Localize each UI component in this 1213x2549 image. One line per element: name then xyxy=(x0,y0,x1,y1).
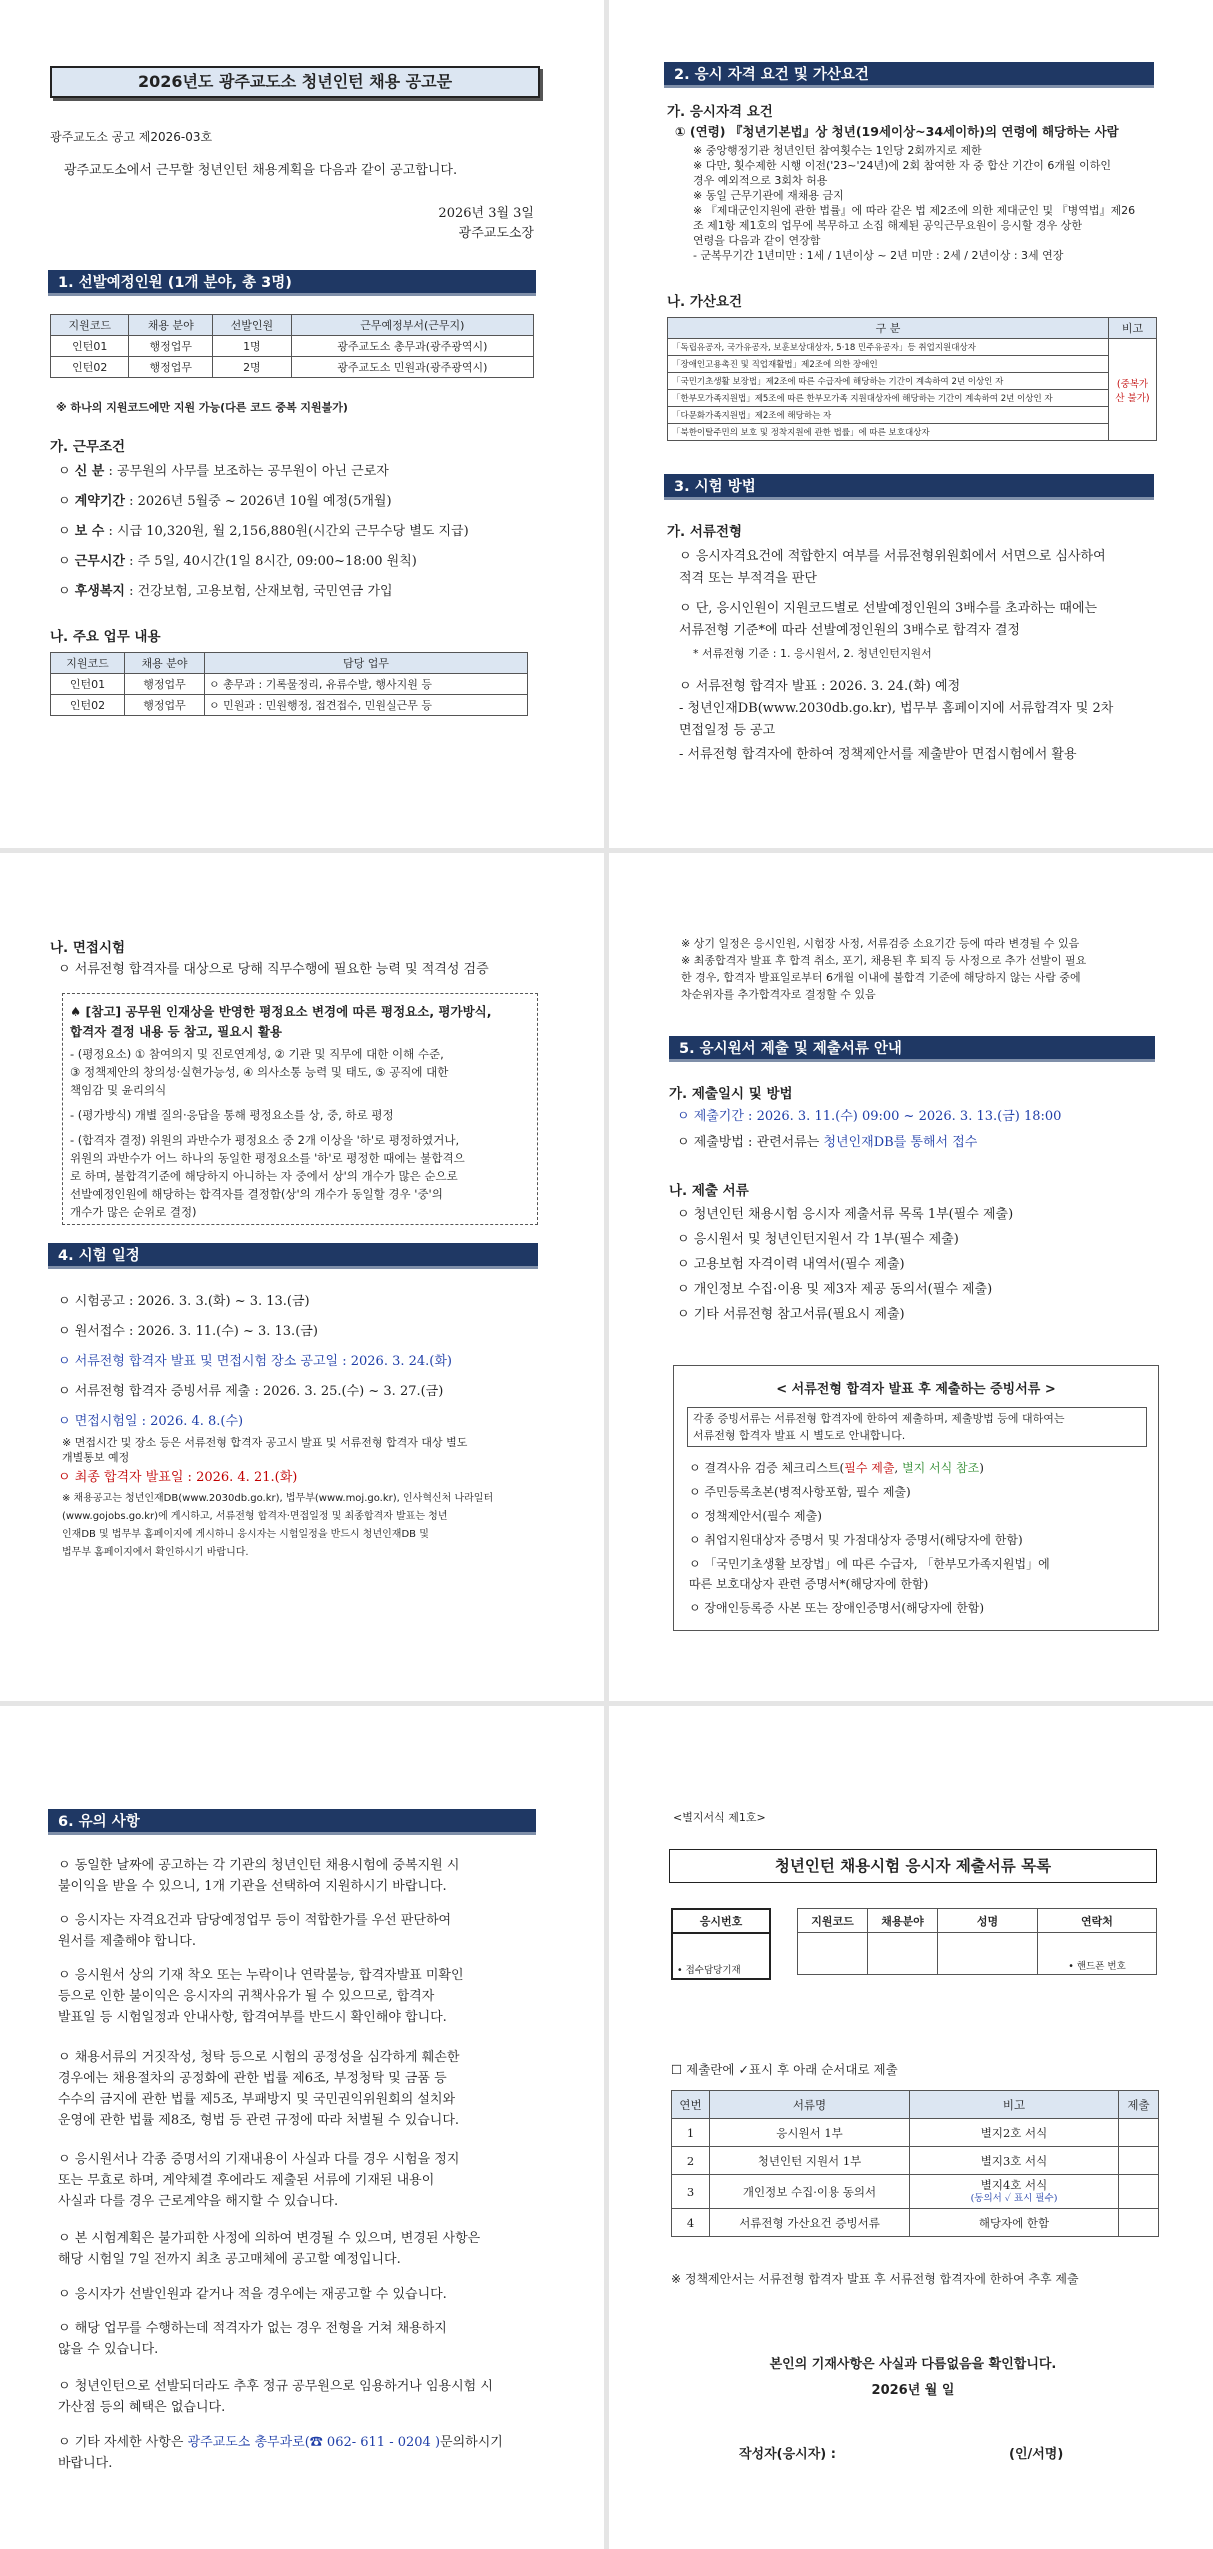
reference-text: 개수가 많은 순위로 결정) xyxy=(70,1205,197,1219)
evidence-item: ㅇ 취업지원대상자 증명서 및 가점대상자 증명서(해당자에 한함) xyxy=(689,1533,1023,1547)
bonus-table xyxy=(667,317,1157,441)
table-cell: 3 xyxy=(672,2175,710,2209)
notice-signer: 광주교도소장 xyxy=(458,226,534,241)
schedule-item: ㅇ 서류전형 합격자 증빙서류 제출 : 2026. 3. 25.(수) ~ 3. 27.(금) xyxy=(58,1384,444,1399)
subheading-duties: 나. 주요 업무 내용 xyxy=(50,629,161,645)
evidence-item: ㅇ 장애인등록증 사본 또는 장애인증명서(해당자에 한함) xyxy=(689,1601,985,1615)
requirement-note: 조 제1항 제1호의 업무에 복무하고 소집 해제된 공익근무요원이 응시할 경우 상한 xyxy=(693,219,1082,232)
applicant-number-note: • 접수담당기재 xyxy=(672,1933,770,1979)
contact-item: ㅇ 기타 자세한 사항은 광주교도소 총무과로(☎ 062- 611 - 0204 )문의하시기 바랍니다. xyxy=(58,2435,503,2471)
screening-text: - 서류전형 합격자에 한하여 정책제안서를 제출받아 면접시험에서 활용 xyxy=(679,747,1077,762)
table-cell: 2 xyxy=(672,2147,710,2175)
schedule-note: ※ 채용공고는 청년인재DB(www.2030db.go.kr), 법무부(www.moj.go.kr), 인사혁신처 나라일터 xyxy=(62,1493,494,1504)
table-cell: 「독립유공자, 국가유공자, 보훈보상대상자, 5·18 민주유공자」등 취업지원대상자 xyxy=(668,339,1109,356)
reference-text: - (합격자 결정) 위원의 과반수가 평정요소 중 2개 이상을 '하'로 평정하였거나, xyxy=(70,1133,460,1147)
top-note: 한 경우, 합격자 발표일로부터 6개월 이내에 불합격 기준에 해당하지 않는 사람 중에 xyxy=(681,971,1081,984)
evidence-item: ㅇ 정책제안서(필수 제출) xyxy=(689,1509,822,1523)
table-row xyxy=(668,373,1157,390)
table-cell: 광주교도소 민원과(광주광역시) xyxy=(291,357,533,378)
section-2-header: 2. 응시 자격 요건 및 가산요건 xyxy=(664,62,1154,88)
caution-item: ㅇ 응시자는 자격요건과 담당예정업무 등이 적합한가를 우선 판단하여 원서를 제출해야 합니다. xyxy=(58,1913,452,1949)
evidence-item: ㅇ 결격사유 검증 체크리스트(필수 제출, 별지 서식 참조) xyxy=(689,1461,984,1475)
intro-text: 광주교도소에서 근무할 청년인턴 채용계획을 다음과 같이 공고합니다. xyxy=(64,163,458,178)
schedule-item: ㅇ 서류전형 합격자 발표 및 면접시험 장소 공고일 : 2026. 3. 24.(화) xyxy=(58,1354,452,1369)
table-cell: 인턴01 xyxy=(51,674,125,695)
page-5 xyxy=(0,1706,604,2549)
requirement-note: ※ 다만, 횟수제한 시행 이전('23~'24년)에 2회 참여한 자 중 합산 기간이 6개월 이하인 xyxy=(693,159,1112,172)
condition-item: ㅇ 후생복지 : 건강보험, 고용보험, 산재보험, 국민연금 가입 xyxy=(58,584,393,599)
table-cell: 행정업무 xyxy=(125,674,205,695)
submission-method: ㅇ 제출방법 : 관련서류는 청년인재DB를 통해서 접수 xyxy=(677,1135,978,1150)
seal-label: (인/서명) xyxy=(1009,2447,1064,2462)
table-header: 선발인원 xyxy=(213,315,291,336)
table-note: ※ 하나의 지원코드에만 지원 가능(다른 코드 중복 지원불가) xyxy=(56,401,348,414)
evidence-item: 따른 보호대상자 관련 증명서*(해당자에 한함) xyxy=(689,1577,929,1591)
evidence-item: ㅇ 주민등록초본(병적사항포함, 필수 제출) xyxy=(689,1485,911,1499)
table-cell: 별지3호 서식 xyxy=(910,2147,1119,2175)
reference-title: 합격자 결정 내용 등 참고, 필요시 활용 xyxy=(70,1024,282,1039)
schedule-item: ㅇ 원서접수 : 2026. 3. 11.(수) ~ 3. 13.(금) xyxy=(58,1324,318,1339)
table-cell: 별지4호 서식 (동의서 ✓ 표시 필수) xyxy=(910,2175,1119,2209)
top-note: ※ 상기 일정은 응시인원, 시험장 사정, 서류검증 소요기간 등에 따라 변경될 수 있음 xyxy=(681,937,1080,950)
table-row xyxy=(672,2175,1159,2209)
document-item: ㅇ 청년인턴 채용시험 응시자 제출서류 목록 1부(필수 제출) xyxy=(677,1207,1014,1222)
form-number: <별지서식 제1호> xyxy=(673,1811,766,1824)
bonus-note: (중복가산 불가) xyxy=(1109,339,1157,441)
duties-table xyxy=(50,652,528,716)
table-cell: 「한부모가족지원법」제5조에 따른 한부모가족 지원대상자에 해당하는 기간이 계속하여 2년 이상인 자 xyxy=(668,390,1109,407)
table-header: 구 분 xyxy=(668,318,1109,339)
page-3 xyxy=(0,853,604,1701)
submit-check-cell[interactable] xyxy=(1119,2147,1159,2175)
section-4-header: 4. 시험 일정 xyxy=(48,1243,538,1269)
submit-check-cell[interactable] xyxy=(1119,2209,1159,2237)
table-header: 지원코드 xyxy=(798,1909,868,1933)
table-row xyxy=(668,424,1157,441)
schedule-note: 법무부 홈페이지에서 확인하시기 바랍니다. xyxy=(62,1547,249,1558)
table-row xyxy=(668,356,1157,373)
selection-table xyxy=(50,314,534,378)
phone-cell[interactable]: • 핸드폰 번호 xyxy=(1038,1933,1157,1975)
table-row xyxy=(672,2119,1159,2147)
table-header: 서류명 xyxy=(710,2091,910,2119)
table-row xyxy=(668,407,1157,424)
schedule-note: (www.gojobs.go.kr)에 게시하고, 서류전형 합격자·면접일정 및 최종합격자 발표는 청년 xyxy=(62,1511,448,1522)
table-cell: 광주교도소 총무과(광주광역시) xyxy=(291,336,533,357)
table-cell: 2명 xyxy=(213,357,291,378)
document-item: ㅇ 응시원서 및 청년인턴지원서 각 1부(필수 제출) xyxy=(677,1232,959,1247)
table-header: 근무예정부서(근무지) xyxy=(291,315,533,336)
table-row xyxy=(668,339,1157,356)
section-5-header: 5. 응시원서 제출 및 제출서류 안내 xyxy=(669,1036,1155,1062)
requirement-note: 경우 예외적으로 3회차 허용 xyxy=(693,174,828,187)
form-title: 청년인턴 채용시험 응시자 제출서류 목록 xyxy=(669,1849,1157,1883)
schedule-note: ※ 면접시간 및 장소 등은 서류전형 합격자 공고시 발표 및 서류전형 합격자 대상 별도 xyxy=(62,1436,468,1449)
table-cell: 별지2호 서식 xyxy=(910,2119,1119,2147)
reference-title: ♠ [참고] 공무원 인재상을 반영한 평정요소 변경에 따른 평정요소, 평가방식, xyxy=(70,1004,492,1019)
table-cell: 1명 xyxy=(213,336,291,357)
notice-number: 광주교도소 공고 제2026-03호 xyxy=(50,130,213,144)
table-cell: 행정업무 xyxy=(125,695,205,716)
requirement-note: ※ 동일 근무기관에 재채용 금지 xyxy=(693,189,844,202)
page-4 xyxy=(609,853,1213,1701)
evidence-box-note: 각종 증빙서류는 서류전형 합격자에 한하여 제출하며, 제출방법 등에 대하여는 xyxy=(693,1412,1065,1425)
reference-text: ③ 정책제안의 창의성·실현가능성, ④ 의사소통 능력 및 태도, ⑤ 공직에 대한 xyxy=(70,1065,449,1079)
requirement-note: 연령을 다음과 같이 연장함 xyxy=(693,234,821,247)
table-header: 연락처 xyxy=(1038,1909,1157,1933)
subheading-submission: 가. 제출일시 및 방법 xyxy=(669,1086,793,1102)
reference-text: 책임감 및 윤리의식 xyxy=(70,1083,167,1097)
check-instruction: ☐ 제출란에 ✓표시 후 아래 순서대로 제출 xyxy=(671,2062,898,2077)
confirmation-text: 본인의 기재사항은 사실과 다름없음을 확인합니다. xyxy=(769,2357,1057,2372)
section-6-header: 6. 유의 사항 xyxy=(48,1809,536,1835)
condition-item: ㅇ 계약기간 : 2026년 5월중 ~ 2026년 10월 예정(5개월) xyxy=(58,494,392,509)
top-note: ※ 최종합격자 발표 후 합격 취소, 포기, 채용된 후 퇴직 등 사정으로 추가 선발이 필요 xyxy=(681,954,1087,967)
reference-text: - (평정요소) ① 참여의지 및 진로연계성, ② 기관 및 직무에 대한 이해 수준, xyxy=(70,1047,444,1061)
table-cell: 인턴01 xyxy=(51,336,129,357)
notice-date: 2026년 3월 3일 xyxy=(438,206,534,221)
reference-text: 선발예정인원에 해당하는 합격자를 결정함(상'의 개수가 동일할 경우 '중'의 xyxy=(70,1187,443,1201)
table-header-row xyxy=(798,1909,1157,1933)
policy-note: ※ 정책제안서는 서류전형 합격자 발표 후 서류전형 합격자에 한하여 추후 제출 xyxy=(671,2272,1079,2286)
document-item: ㅇ 개인정보 수집·이용 및 제3자 제공 동의서(필수 제출) xyxy=(677,1282,993,1297)
schedule-item: ㅇ 면접시험일 : 2026. 4. 8.(수) xyxy=(58,1414,244,1429)
name-cell[interactable] xyxy=(938,1933,1038,1975)
table-header: 채용 분야 xyxy=(125,653,205,674)
table-header: 채용 분야 xyxy=(129,315,213,336)
submit-check-cell[interactable] xyxy=(1119,2175,1159,2209)
table-cell: 인턴02 xyxy=(51,357,129,378)
table-header: 비고 xyxy=(910,2091,1119,2119)
condition-item: ㅇ 신 분 : 공무원의 사무를 보조하는 공무원이 아닌 근로자 xyxy=(58,464,389,479)
table-header: 제출 xyxy=(1119,2091,1159,2119)
table-row xyxy=(668,390,1157,407)
table-header: 지원코드 xyxy=(51,653,125,674)
requirement-note: ※ 『제대군인지원에 관한 법률』에 따라 같은 법 제2조에 의한 제대군인 및 『병역법』제26 xyxy=(693,204,1136,217)
sign-date: 2026년 월 일 xyxy=(871,2383,955,2398)
author-label: 작성자(응시자) : xyxy=(739,2447,836,2462)
table-header: 담당 업무 xyxy=(205,653,528,674)
page-2 xyxy=(609,0,1213,848)
submission-period: ㅇ 제출기간 : 2026. 3. 11.(수) 09:00 ~ 2026. 3. 13.(금) 18:00 xyxy=(677,1109,1062,1124)
table-row xyxy=(672,2147,1159,2175)
applicant-number-table xyxy=(671,1908,771,1980)
caution-item: ㅇ 응시원서 상의 기재 착오 또는 누락이나 연락불능, 합격자발표 미확인 등으로 인한 불이익은 응시자의 귀책사유가 될 수 있으므로, 합격자 발표일 등 시험일정과 안내사항, 합격여부를 반드시 확인해야 합니다. xyxy=(58,1968,464,2025)
document-item: ㅇ 고용보험 자격이력 내역서(필수 제출) xyxy=(677,1257,905,1272)
screening-text: 서류전형 기준*에 따라 선발예정인원의 3배수로 합격자 결정 xyxy=(679,623,1020,638)
screening-text: ㅇ 단, 응시인원이 지원코드별로 선발예정인원의 3배수를 초과하는 때에는 xyxy=(679,601,1098,616)
schedule-item: ㅇ 시험공고 : 2026. 3. 3.(화) ~ 3. 13.(금) xyxy=(58,1294,310,1309)
evidence-box-title: < 서류전형 합격자 발표 후 제출하는 증빙서류 > xyxy=(776,1382,1056,1397)
caution-item: ㅇ 동일한 날짜에 공고하는 각 기관의 청년인턴 채용시험에 중복지원 시 불이익을 받을 수 있으니, 1개 기관을 선택하여 지원하시기 바랍니다. xyxy=(58,1858,460,1894)
screening-text: ㅇ 응시자격요건에 적합한지 여부를 서류전형위원회에서 서면으로 심사하여 xyxy=(679,549,1106,564)
table-row xyxy=(672,2209,1159,2237)
table-row xyxy=(51,357,534,378)
table-row xyxy=(51,336,534,357)
table-cell: 「다문화가족지원법」제2조에 해당하는 자 xyxy=(668,407,1109,424)
table-header: 채용분야 xyxy=(868,1909,938,1933)
subheading-document-screening: 가. 서류전형 xyxy=(667,524,743,540)
subheading-interview: 나. 면접시험 xyxy=(50,940,126,956)
page-6 xyxy=(609,1706,1213,2549)
screening-criteria: * 서류전형 기준 : 1. 응시원서, 2. 청년인턴지원서 xyxy=(693,647,932,660)
section-3-header: 3. 시험 방법 xyxy=(664,474,1154,500)
page-1 xyxy=(0,0,604,848)
table-cell: 「장애인고용촉진 및 직업재활법」제2조에 의한 장애인 xyxy=(668,356,1109,373)
reference-text: - (평가방식) 개별 질의·응답을 통해 평정요소를 상, 중, 하로 평정 xyxy=(70,1108,394,1122)
section-1-header: 1. 선발예정인원 (1개 분야, 총 3명) xyxy=(48,270,536,296)
caution-item: ㅇ 응시자가 선발인원과 같거나 적을 경우에는 재공고할 수 있습니다. xyxy=(58,2287,447,2302)
caution-item: ㅇ 채용서류의 거짓작성, 청탁 등으로 시험의 공정성을 심각하게 훼손한 경우에는 채용절차의 공정화에 관한 법률 제6조, 부정청탁 및 금품 등 수수의 금지에 관한 법률 제5조, 부패방지 및 국민권익위원회의 설치와 운영에 관한 법률 제8조, 형법 등 관련 규정에 따라 처벌될 수 있습니다. xyxy=(58,2050,460,2128)
schedule-note: 개별통보 예정 xyxy=(62,1451,130,1464)
table-cell: 4 xyxy=(672,2209,710,2237)
table-cell: 행정업무 xyxy=(129,357,213,378)
interview-text: ㅇ 서류전형 합격자를 대상으로 당해 직무수행에 필요한 능력 및 적격성 검증 xyxy=(58,962,489,977)
table-cell: ㅇ 총무과 : 기록물정리, 유류수발, 행사지원 등 xyxy=(205,674,528,695)
caution-item: ㅇ 청년인턴으로 선발되더라도 추후 정규 공무원으로 임용하거나 임용시험 시 가산점 등의 혜택은 없습니다. xyxy=(58,2379,493,2415)
table-header: 지원코드 xyxy=(51,315,129,336)
evidence-box-note: 서류전형 합격자 발표 시 별도로 안내합니다. xyxy=(693,1429,906,1442)
table-header: 성명 xyxy=(938,1909,1038,1933)
table-row xyxy=(51,674,528,695)
condition-item: ㅇ 근무시간 : 주 5일, 40시간(1일 8시간, 09:00~18:00 원칙) xyxy=(58,554,417,569)
table-cell: 행정업무 xyxy=(129,336,213,357)
condition-item: ㅇ 보 수 : 시급 10,320원, 월 2,156,880원(시간외 근무수당 별도 지급) xyxy=(58,524,469,539)
top-note: 차순위자를 추가합격자로 결정할 수 있음 xyxy=(681,988,876,1001)
document-list-table xyxy=(671,2090,1159,2237)
field-cell[interactable] xyxy=(868,1933,938,1975)
subheading-conditions: 가. 근무조건 xyxy=(50,439,126,455)
applicant-info-table xyxy=(797,1908,1157,1975)
table-cell: 청년인턴 지원서 1부 xyxy=(710,2147,910,2175)
document-item: ㅇ 기타 서류전형 참고서류(필요시 제출) xyxy=(677,1307,905,1322)
final-announcement: ㅇ 최종 합격자 발표일 : 2026. 4. 21.(화) xyxy=(58,1470,298,1485)
document-title: 2026년도 광주교도소 청년인턴 채용 공고문 xyxy=(50,66,540,98)
table-cell: 1 xyxy=(672,2119,710,2147)
table-cell: ㅇ 민원과 : 민원행정, 접견접수, 민원실근무 등 xyxy=(205,695,528,716)
support-code-cell[interactable] xyxy=(798,1933,868,1975)
age-requirement: ① (연령) 『청년기본법』상 청년(19세이상~34세이하)의 연령에 해당하는 사람 xyxy=(675,124,1119,139)
reference-text: 위원의 과반수가 어느 하나의 동일한 평정요소를 '하'로 평정한 때에는 불합격으 xyxy=(70,1151,465,1165)
table-cell: 인턴02 xyxy=(51,695,125,716)
table-row xyxy=(798,1933,1157,1975)
table-cell: 「북한이탈주민의 보호 및 정착지원에 관한 법률」에 따른 보호대상자 xyxy=(668,424,1109,441)
requirement-note: ※ 중앙행정기관 청년인턴 참여횟수는 1인당 2회까지로 제한 xyxy=(693,144,982,157)
table-header: 비고 xyxy=(1109,318,1157,339)
table-header-row xyxy=(51,653,528,674)
screening-text: 적격 또는 부적격을 판단 xyxy=(679,571,817,586)
subheading-documents: 나. 제출 서류 xyxy=(669,1183,749,1199)
table-header-row xyxy=(668,318,1157,339)
screening-text: ㅇ 서류전형 합격자 발표 : 2026. 3. 24.(화) 예정 xyxy=(679,679,961,694)
table-row xyxy=(51,695,528,716)
table-cell: 해당자에 한함 xyxy=(910,2209,1119,2237)
table-cell: 「국민기초생활 보장법」제2조에 따른 수급자에 해당하는 기간이 계속하여 2년 이상인 자 xyxy=(668,373,1109,390)
caution-item: ㅇ 응시원서나 각종 증명서의 기재내용이 사실과 다를 경우 시험을 정지 또는 무효로 하며, 계약체결 후에라도 제출된 서류에 기재된 내용이 사실과 다를 경우 근로계약을 해지할 수 있습니다. xyxy=(58,2152,460,2209)
table-header: 연번 xyxy=(672,2091,710,2119)
evidence-item: ㅇ 「국민기초생활 보장법」에 따른 수급자, 「한부모가족지원법」에 xyxy=(689,1557,1050,1571)
subheading-bonus: 나. 가산요건 xyxy=(667,294,743,310)
table-cell: 개인정보 수집·이용 동의서 xyxy=(710,2175,910,2209)
submit-check-cell[interactable] xyxy=(1119,2119,1159,2147)
table-cell: 서류전형 가산요건 증빙서류 xyxy=(710,2209,910,2237)
table-cell: 응시원서 1부 xyxy=(710,2119,910,2147)
screening-text: - 청년인재DB(www.2030db.go.kr), 법무부 홈페이지에 서류합격자 및 2차 xyxy=(679,701,1114,716)
caution-item: ㅇ 해당 업무를 수행하는데 적격자가 없는 경우 전형을 거쳐 채용하지 않을 수 있습니다. xyxy=(58,2321,447,2357)
table-header-row xyxy=(51,315,534,336)
requirement-note: - 군복무기간 1년미만 : 1세 / 1년이상 ~ 2년 미만 : 2세 / 2년이상 : 3세 연장 xyxy=(693,249,1064,262)
applicant-number-label: 응시번호 xyxy=(672,1909,770,1933)
caution-item: ㅇ 본 시험계획은 불가피한 사정에 의하여 변경될 수 있으며, 변경된 사항은 해당 시험일 7일 전까지 최초 공고매체에 공고할 예정입니다. xyxy=(58,2231,481,2267)
reference-text: 로 하며, 불합격기준에 해당하지 아니하는 자 중에서 상'의 개수가 많은 순으로 xyxy=(70,1169,458,1183)
subheading-eligibility: 가. 응시자격 요건 xyxy=(667,104,773,120)
schedule-note: 인재DB 및 법무부 홈페이지에 게시하니 응시자는 시험일정을 반드시 청년인재DB 및 xyxy=(62,1529,429,1540)
table-header-row xyxy=(672,2091,1159,2119)
screening-text: 면접일정 등 공고 xyxy=(679,723,776,738)
